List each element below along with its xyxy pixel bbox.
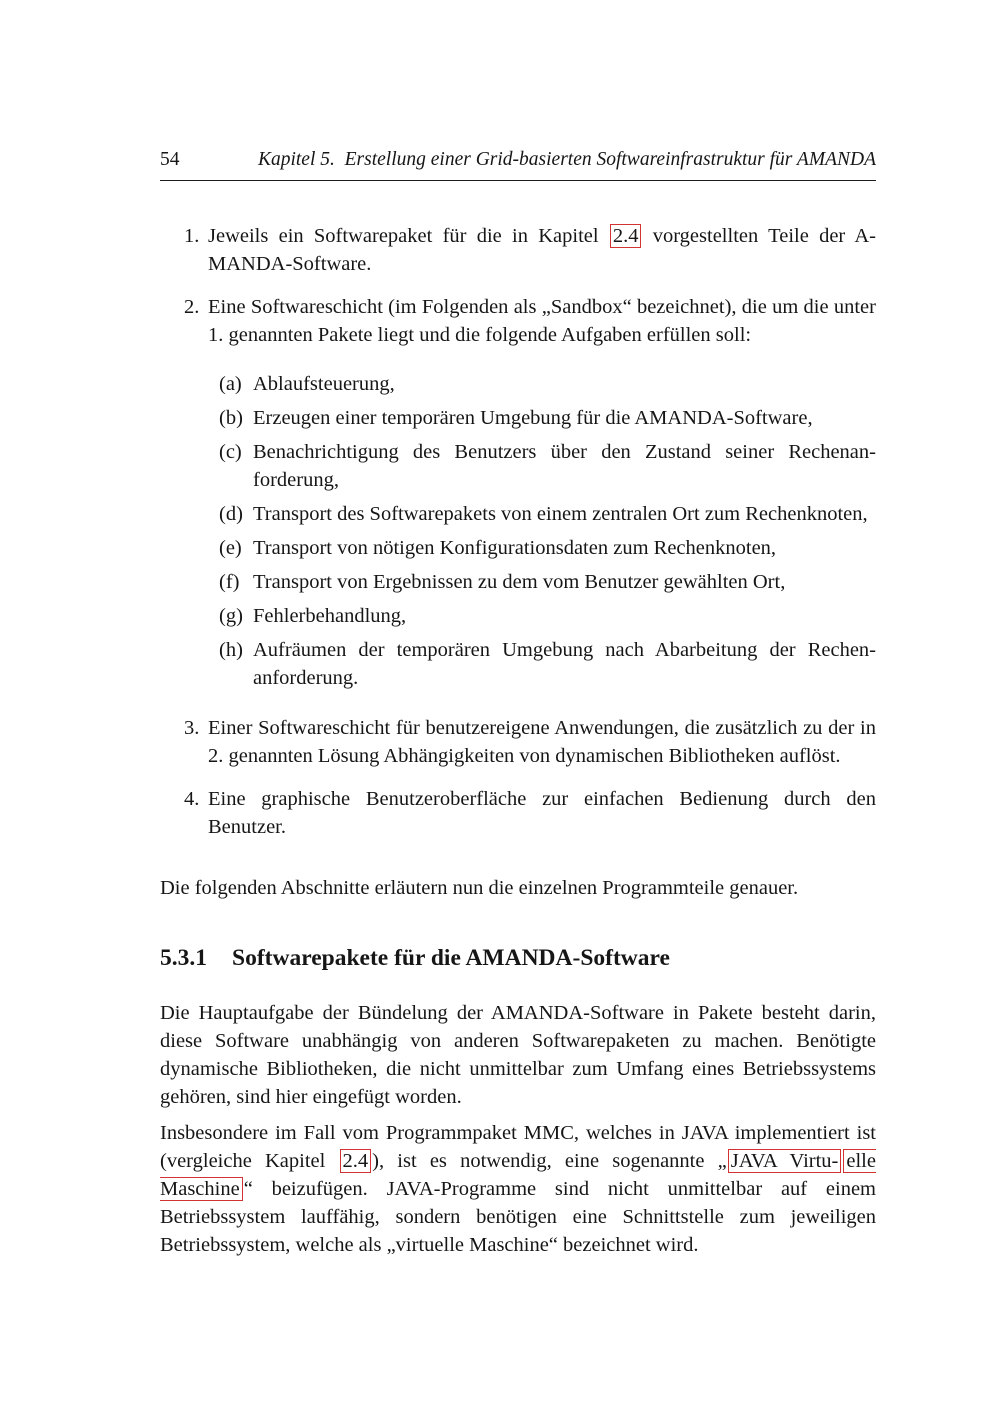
sublist-item-label: (b) bbox=[219, 407, 243, 430]
list-item-number: 1. bbox=[184, 225, 200, 248]
text-segment: vorgestellten Teile der A-MANDA-Software. bbox=[208, 225, 877, 276]
sublist-item-b bbox=[208, 404, 876, 432]
list-item-text bbox=[208, 222, 876, 278]
list-item-text: Eine graphische Benutzeroberfläche zur einfachen Bedienung durch den Benutzer. bbox=[208, 788, 876, 839]
numbered-list bbox=[160, 222, 876, 841]
sublist-item-label: (a) bbox=[219, 373, 242, 396]
body-paragraph-1: Die Hauptaufgabe der Bündelung der AMANDA-Software in Pakete besteht darin, diese Software unabhängig von anderen Softwarepaketen zu machen. Benötigte dynamische Bibliotheken, die nicht unmittelbar zum Umfang eines Betriebssystems gehören, sind hier eingefügt worden. bbox=[160, 1001, 876, 1108]
section-heading bbox=[160, 944, 876, 972]
sublist-item-label: (e) bbox=[219, 537, 242, 560]
text-segment: Insbesondere im Fall vom Programmpaket MMC, welches in JAVA implementiert ist (vergleiche Kapitel bbox=[160, 1121, 876, 1172]
sublist-item-label: (f) bbox=[219, 571, 240, 594]
running-chapter-title: Kapitel 5. Erstellung einer Grid-basierten Softwareinfrastruktur für AMANDA bbox=[257, 149, 876, 170]
sublist-item-f bbox=[208, 568, 876, 596]
sublist-item-text: Ablaufsteuerung, bbox=[253, 373, 395, 396]
sublist-item-label: (d) bbox=[219, 503, 243, 526]
sublist-item-label: (h) bbox=[219, 639, 243, 662]
list-item-number: 2. bbox=[184, 296, 200, 319]
list-item-number: 4. bbox=[184, 788, 200, 811]
sublist-item-g bbox=[208, 602, 876, 630]
sublist-item-d bbox=[208, 500, 876, 528]
sublist-item-e bbox=[208, 534, 876, 562]
cross-reference-link[interactable]: 2.4 bbox=[340, 1149, 372, 1173]
sublist-item-label: (g) bbox=[219, 605, 243, 628]
text-segment: Eine Softwareschicht (im Folgenden als „Sandbox“ bezeichnet), die um die unter 1. genannten Pakete liegt und die folgende Aufgaben erfüllen soll: bbox=[208, 296, 876, 347]
sublist-item-text: Erzeugen einer temporären Umgebung für die AMANDA-Software, bbox=[253, 407, 813, 430]
sublist-item-text: Transport des Softwarepakets von einem zentralen Ort zum Rechenknoten, bbox=[253, 503, 868, 526]
sublist-item-c bbox=[208, 438, 876, 494]
sublist-item-h bbox=[208, 636, 876, 692]
intro-paragraph: Die folgenden Abschnitte erläutern nun die einzelnen Programmteile genauer. bbox=[160, 877, 799, 900]
sublist-item-text: Benachrichtigung des Benutzers über den Zustand seiner Rechenanforderung, bbox=[253, 441, 876, 492]
sublist-item-text: Fehlerbehandlung, bbox=[253, 605, 407, 628]
list-item-text bbox=[208, 293, 876, 699]
cross-reference-link[interactable]: 2.4 bbox=[610, 224, 642, 248]
header-rule bbox=[160, 180, 876, 181]
list-item-number: 3. bbox=[184, 717, 200, 740]
list-item-2 bbox=[160, 293, 876, 699]
lettered-sublist bbox=[208, 370, 876, 692]
list-item-text: Einer Softwareschicht für benutzereigene Anwendungen, die zusätzlich zu der in 2. genannten Lösung Abhängigkeiten von dynamischen Bibliotheken auflöst. bbox=[208, 717, 876, 768]
section-number: 5.3.1 bbox=[160, 945, 207, 972]
sublist-item-label: (c) bbox=[219, 441, 242, 464]
section-title: Softwarepakete für die AMANDA-Software bbox=[232, 945, 670, 972]
sublist-item-text: Aufräumen der temporären Umgebung nach Abarbeitung der Rechenanforderung. bbox=[253, 639, 876, 690]
sublist-item-text: Transport von Ergebnissen zu dem vom Benutzer gewählten Ort, bbox=[253, 571, 786, 594]
sublist-item-text: Transport von nötigen Konfigurationsdaten zum Rechenknoten, bbox=[253, 537, 777, 560]
page-number: 54 bbox=[160, 149, 180, 170]
sublist-item-a bbox=[208, 370, 876, 398]
list-item-3 bbox=[160, 714, 876, 770]
list-item-4 bbox=[160, 785, 876, 841]
list-item-1 bbox=[160, 222, 876, 278]
jvm-reference-link-part2[interactable]: elle Maschine bbox=[160, 1149, 876, 1200]
page-header bbox=[160, 148, 876, 171]
text-segment: ), ist es notwendig, eine sogenannte „ bbox=[372, 1149, 727, 1172]
jvm-reference-link-part1[interactable]: JAVA Virtu- bbox=[728, 1149, 842, 1173]
text-segment: Jeweils ein Softwarepaket für die in Kapitel bbox=[208, 225, 609, 248]
body-paragraph-2 bbox=[160, 1119, 876, 1259]
text-segment: “ beizufügen. JAVA-Programme sind nicht unmittelbar auf einem Betriebssystem lauffähig, sondern benötigen eine Schnittstelle zum jeweiligen Betriebssystem, welche als „virtuelle Maschine“ bezeichnet wird. bbox=[160, 1177, 876, 1256]
